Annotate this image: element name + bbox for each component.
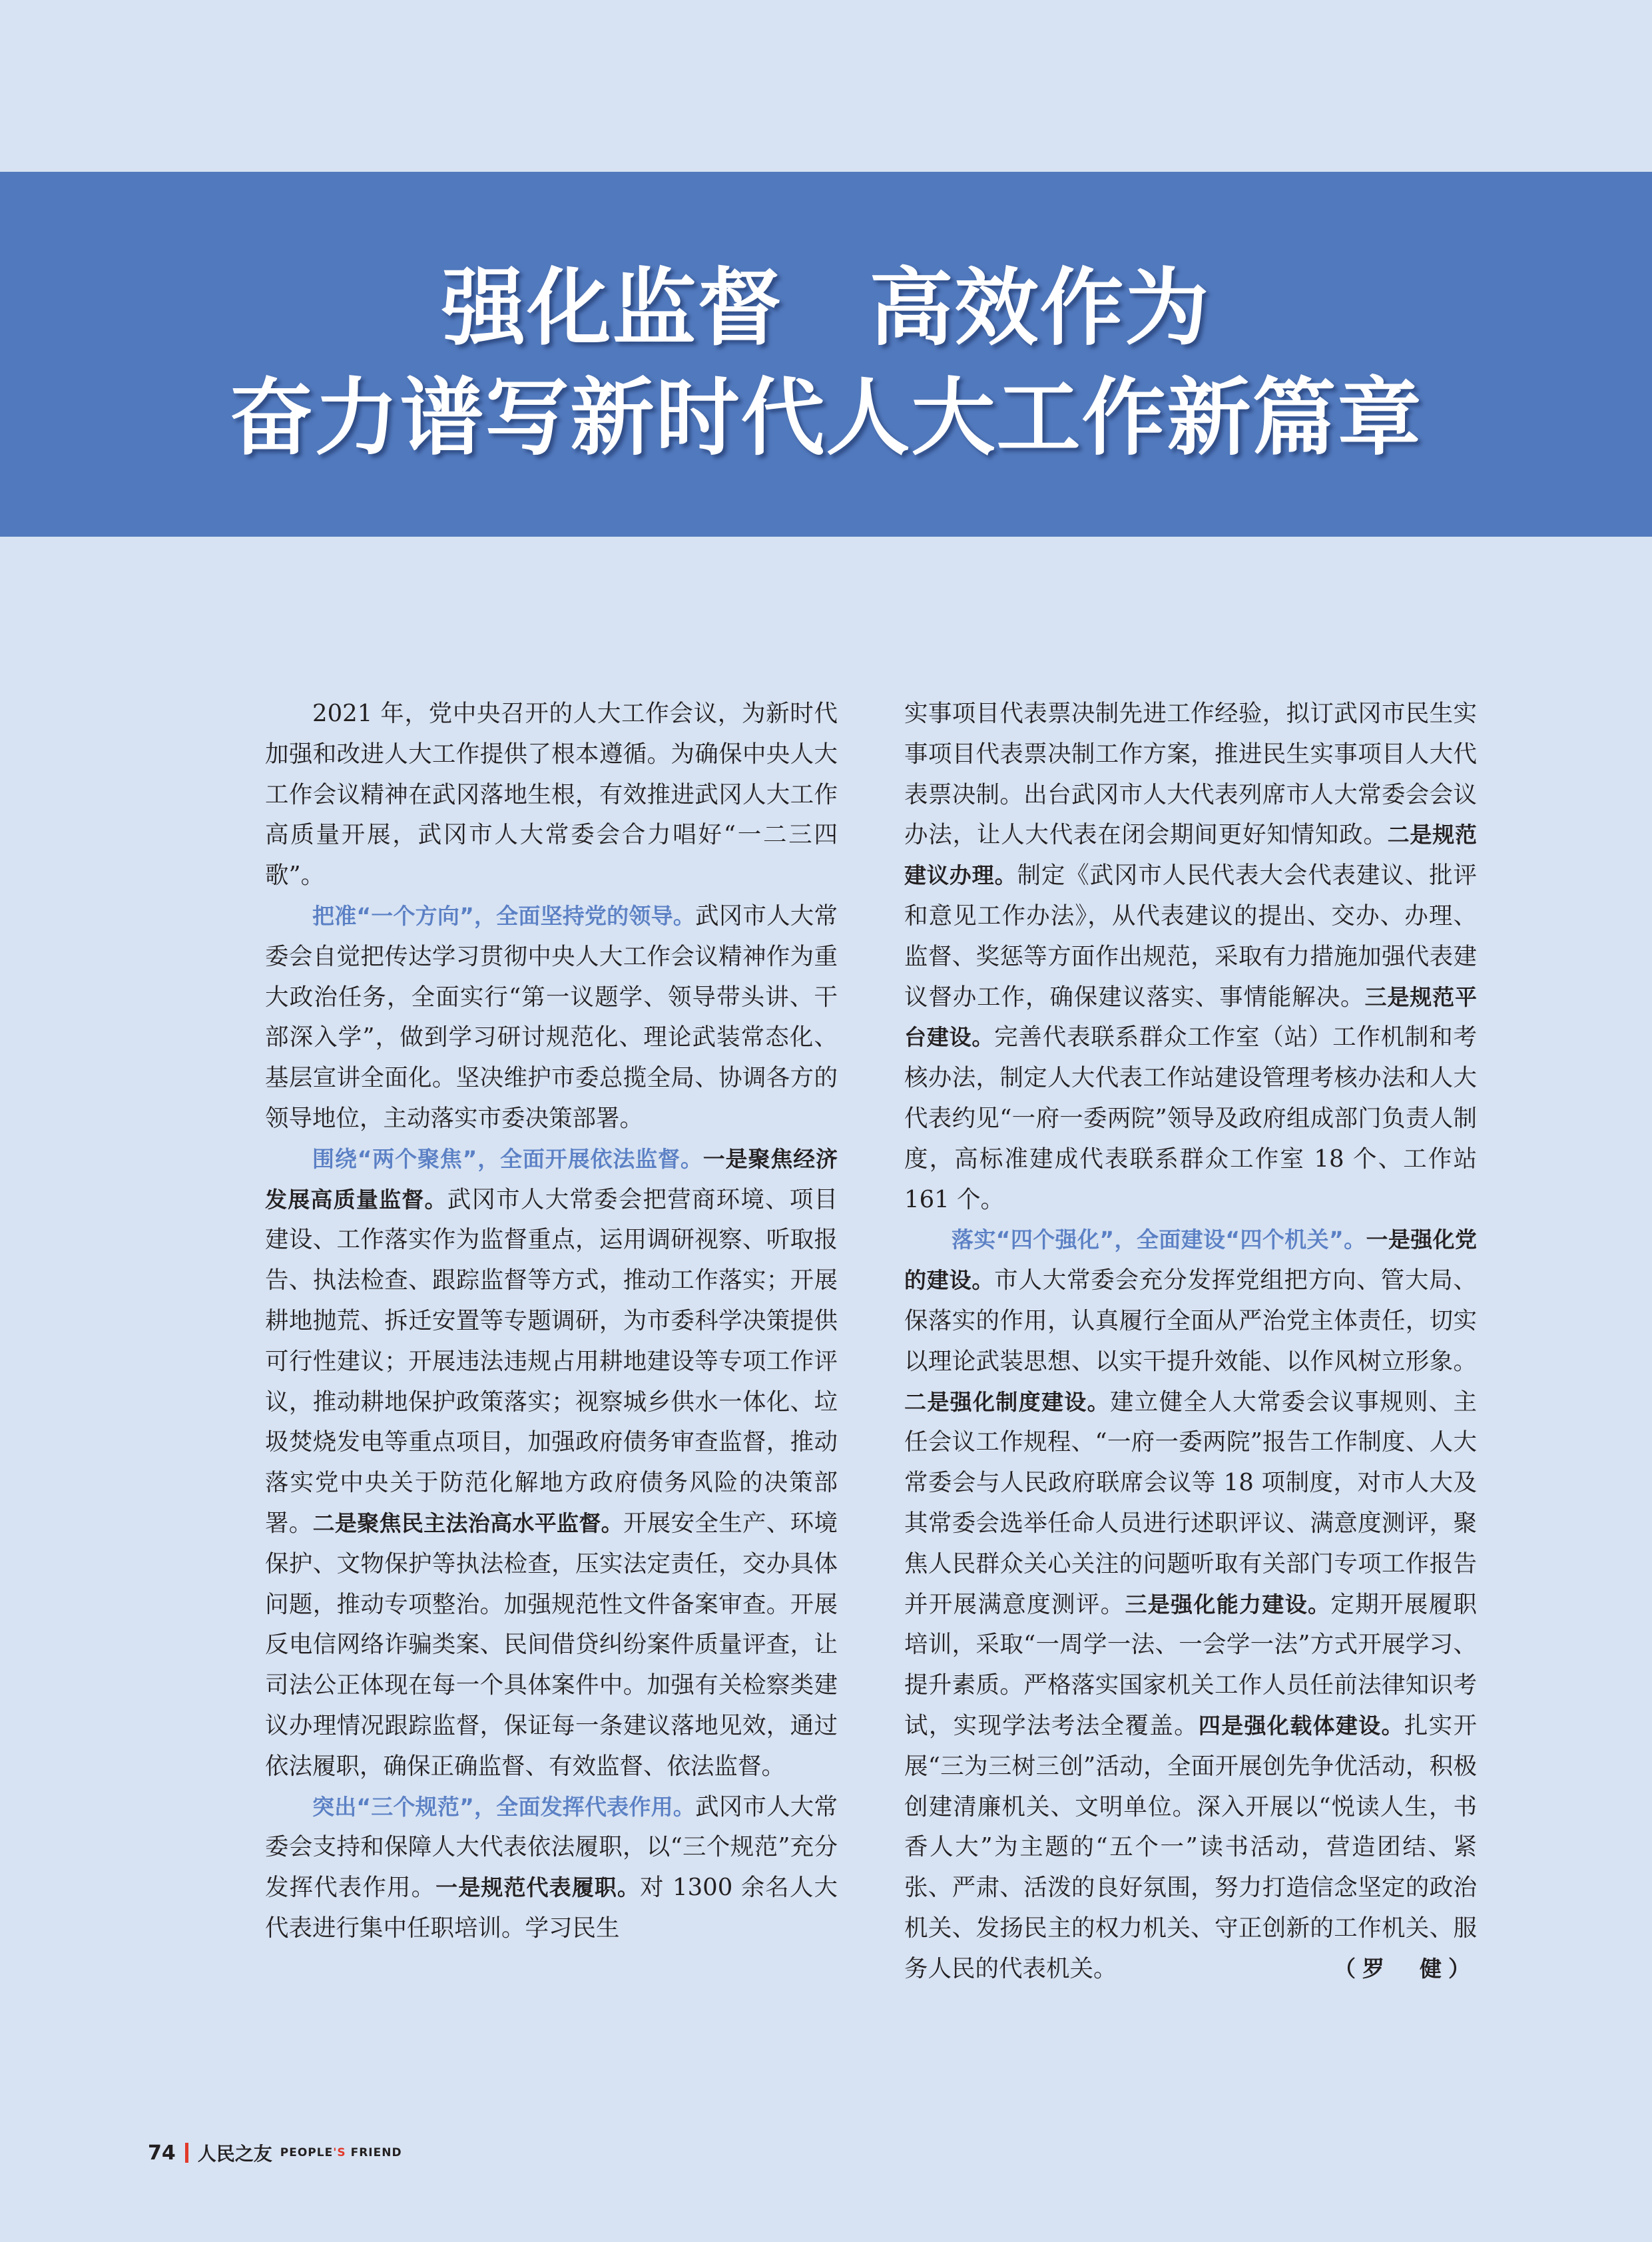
magazine-name-cn: 人民之友 bbox=[197, 2143, 272, 2165]
paragraph-text: 对 1300 余名人大代表进行集中任职培训。学习民生 bbox=[265, 1874, 838, 1942]
paragraph-text: 开展安全生产、环境保护、文物保护等执法检查，压实法定责任，交办具体问题，推动专项整治。加强规范性文件备案审查。开展反电信网络诈骗类案、民间借贷纠纷案件质量评查，让司法公正体现在每一个具体案件中。加强有关检察类建议办理情况跟踪监督，保证每一条建议落地见效，通过依法履职，确保正确监督、有效监督、依法监督。 bbox=[265, 1509, 838, 1780]
paragraph-text: 定期开展履职培训，采取“一周学一法、一会学一法”方式开展学习、提升素质。严格落实国家机关工作人员任前法律知识考试，实现学法考法全覆盖。 bbox=[904, 1590, 1477, 1739]
magazine-name-en bbox=[280, 2146, 402, 2159]
paragraph-text: 建立健全人大常委会议事规则、主任会议工作规程、“一府一委两院”报告工作制度、人大常委会与人民政府联席会议等 18 项制度，对市人大及其常委会选举任命人员进行述职评议、满意度测评，聚焦人民群众关心关注的问题听取有关部门专项工作报告并开展满意度测评。 bbox=[904, 1388, 1477, 1618]
paragraph-text: 2021 年，党中央召开的人大工作会议，为新时代加强和改进人大工作提供了根本遵循。为确保中央人大工作会议精神在武冈落地生根，有效推进武冈人大工作高质量开展，武冈市人大常委会合力唱好“一二三四歌”。 bbox=[265, 700, 838, 890]
bold-lead: 一是规范代表履职。 bbox=[435, 1874, 641, 1901]
bold-lead: 四是强化载体建设。 bbox=[1198, 1712, 1404, 1739]
bold-lead: 三是规范平台建设。 bbox=[904, 983, 1477, 1051]
paragraph-text: 扎实开展“三为三树三创”活动，全面开展创先争优活动，积极创建清廉机关、文明单位。深入开展以“悦读人生，书香人大”为主题的“五个一”读书活动，营造团结、紧张、严肃、活泼的良好氛围，努力打造信念坚定的政治机关、发扬民主的权力机关、守正创新的工作机关、服务人民的代表机关。 bbox=[904, 1711, 1477, 1982]
paragraph-text: 武冈市人大常委会把营商环境、项目建设、工作落实作为监督重点，运用调研视察、听取报告、执法检查、跟踪监督等方式，推动工作落实；开展耕地抛荒、拆迁安置等专题调研，为市委科学决策提供可行性建议；开展违法违规占用耕地建设等专项工作评议，推动耕地保护政策落实；视察城乡供水一体化、垃圾焚烧发电等重点项目，加强政府债务审查监督，推动落实党中央关于防范化解地方政府债务风险的决策部署。 bbox=[265, 1185, 838, 1537]
footer-divider bbox=[185, 2143, 188, 2163]
magazine-name-en-part: FRIEND bbox=[346, 2146, 402, 2159]
paragraph-direction bbox=[265, 896, 838, 1139]
page-footer bbox=[148, 2139, 402, 2166]
bold-lead: 一是强化党的建设。 bbox=[904, 1227, 1477, 1294]
paragraph-text: 制定《武冈市人民代表大会代表建议、批评和意见工作办法》，从代表建议的提出、交办、办理、监督、奖惩等方面作出规范，采取有力措施加强代表建议督办工作，确保建议落实、事情能解决。 bbox=[904, 862, 1477, 1011]
paragraph-text: 实事项目代表票决制先进工作经验，拟订武冈市民生实事项目代表票决制工作方案，推进民生实事项目人大代表票决制。出台武冈市人大代表列席市人大常委会会议办法，让人大代表在闭会期间更好知情知政。 bbox=[904, 700, 1477, 849]
page-number: 74 bbox=[148, 2141, 176, 2165]
section-heading: 把准“一个方向”，全面坚持党的领导。 bbox=[312, 902, 695, 929]
bold-lead: 二是聚焦民主法治高水平监督。 bbox=[312, 1510, 623, 1536]
bold-lead: 一是聚焦经济发展高质量监督。 bbox=[265, 1145, 838, 1213]
magazine-name-en-accent: 'S bbox=[333, 2146, 346, 2159]
paragraph-intro bbox=[265, 694, 838, 896]
bold-lead: 三是强化能力建设。 bbox=[1125, 1591, 1331, 1617]
author-credit: （罗 健） bbox=[1334, 1955, 1477, 1982]
article-title-line2: 奋力谱写新时代人大工作新篇章 bbox=[229, 369, 1423, 467]
paragraph-organs bbox=[904, 1220, 1477, 1989]
section-heading: 突出“三个规范”，全面发挥代表作用。 bbox=[312, 1793, 695, 1820]
section-heading: 落实“四个强化”，全面建设“四个机关”。 bbox=[952, 1227, 1366, 1253]
paragraph-text: 完善代表联系群众工作室（站）工作机制和考核办法，制定人大代表工作站建设管理考核办法和人大代表约见“一府一委两院”领导及政府组成部门负责人制度，高标准建成代表联系群众工作室 18 个、工作站 161 个。 bbox=[904, 1023, 1477, 1213]
paragraph-text: 市人大常委会充分发挥党组把方向、管大局、保落实的作用，认真履行全面从严治党主体责任，切实以理论武装思想、以实干提升效能、以作风树立形象。 bbox=[904, 1266, 1477, 1375]
right-column bbox=[904, 694, 1477, 1990]
section-heading: 围绕“两个聚焦”，全面开展依法监督。 bbox=[312, 1145, 703, 1172]
paragraph-deputies-cont bbox=[904, 694, 1477, 1220]
article-title-line1 bbox=[0, 258, 1652, 358]
magazine-name-en-part: PEOPLE bbox=[280, 2146, 334, 2159]
paragraph-text: 武冈市人大常委会支持和保障人大代表依法履职，以“三个规范”充分发挥代表作用。 bbox=[265, 1793, 838, 1902]
bold-lead: 二是强化制度建设。 bbox=[904, 1388, 1110, 1415]
title-part-1: 强化监督 bbox=[441, 259, 783, 357]
paragraph-text: 武冈市人大常委会自觉把传达学习贯彻中央人大工作会议精神作为重大政治任务，全面实行“第一议题学、领导带头讲、干部深入学”，做到学习研讨规范化、理论武装常态化、基层宣讲全面化。坚决维护市委总揽全局、协调各方的领导地位，主动落实市委决策部署。 bbox=[265, 902, 838, 1132]
bold-lead: 二是规范建议办理。 bbox=[904, 822, 1477, 889]
paragraph-deputies bbox=[265, 1787, 838, 1949]
left-column bbox=[265, 694, 838, 1949]
title-part-2: 高效作为 bbox=[869, 259, 1211, 357]
paragraph-supervision bbox=[265, 1139, 838, 1787]
